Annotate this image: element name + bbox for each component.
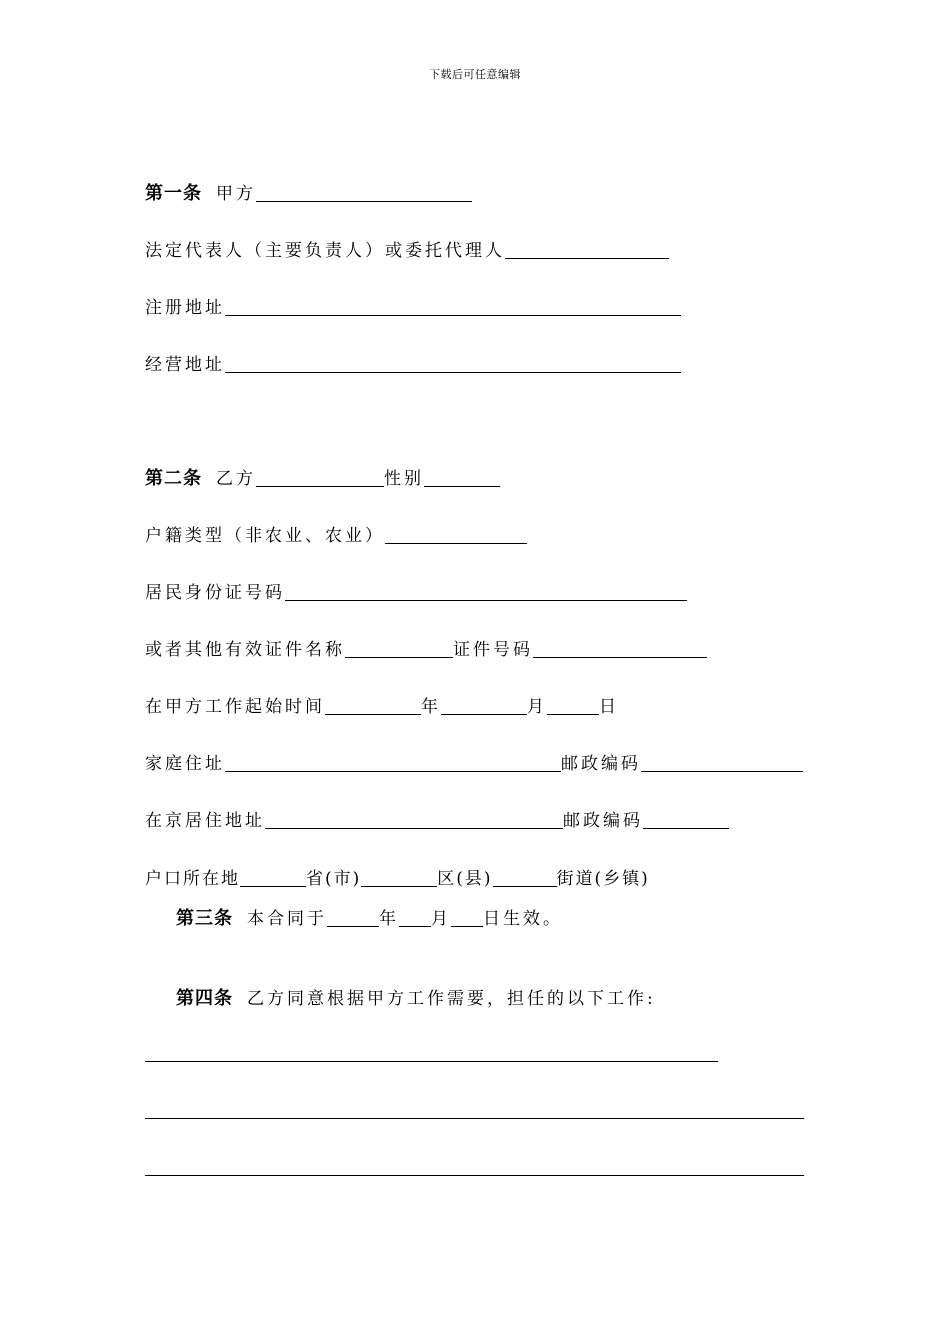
hukou-district-field[interactable] <box>361 868 437 887</box>
id-number-line <box>145 579 687 603</box>
legal-rep-label: 法定代表人（主要负责人）或委托代理人 <box>145 241 505 261</box>
effective-month-field[interactable] <box>399 908 431 927</box>
home-address-field[interactable] <box>225 753 561 772</box>
other-id-line <box>145 636 707 660</box>
cert-number-label: 证件号码 <box>453 640 533 660</box>
hukou-street-field[interactable] <box>493 868 557 887</box>
hukou-province-field[interactable] <box>240 868 306 887</box>
id-number-field[interactable] <box>285 582 687 601</box>
reg-address-line <box>145 294 681 318</box>
article3-line <box>176 905 563 929</box>
effective-year-field[interactable] <box>327 908 379 927</box>
reg-address-field[interactable] <box>225 297 681 316</box>
home-address-label: 家庭住址 <box>145 754 225 774</box>
article1-title: 第一条 <box>145 183 202 204</box>
other-id-name-field[interactable] <box>345 639 453 658</box>
work-description-line-3[interactable] <box>145 1175 804 1176</box>
effective-day-field[interactable] <box>451 908 483 927</box>
beijing-postcode-label: 邮政编码 <box>563 811 643 831</box>
beijing-postcode-field[interactable] <box>643 810 729 829</box>
article3-title: 第三条 <box>176 908 233 929</box>
household-type-field[interactable] <box>385 525 527 544</box>
article2-party-b-line <box>145 465 500 489</box>
effective-month-label: 月 <box>431 909 451 929</box>
gender-label: 性别 <box>384 469 424 489</box>
effective-text: 日生效。 <box>483 909 563 929</box>
op-address-line <box>145 351 681 375</box>
article4-title: 第四条 <box>176 988 233 1009</box>
article3-text-before: 本合同于 <box>247 909 327 929</box>
party-a-label: 甲方 <box>216 184 256 204</box>
start-day-label: 日 <box>599 697 619 717</box>
party-b-field[interactable] <box>256 468 384 487</box>
reg-address-label: 注册地址 <box>145 298 225 318</box>
page-header-note: 下载后可任意编辑 <box>429 68 521 81</box>
start-time-label: 在甲方工作起始时间 <box>145 697 325 717</box>
start-year-field[interactable] <box>325 696 421 715</box>
household-type-line <box>145 522 527 546</box>
start-time-line <box>145 693 619 717</box>
beijing-address-line <box>145 807 729 831</box>
start-month-field[interactable] <box>441 696 527 715</box>
hukou-line <box>145 865 650 889</box>
article4-line <box>176 985 656 1009</box>
home-address-line <box>145 750 803 774</box>
work-description-line-2[interactable] <box>145 1118 804 1119</box>
other-id-name-label: 或者其他有效证件名称 <box>145 640 345 660</box>
hukou-province-label: 省(市) <box>306 869 362 889</box>
hukou-label: 户口所在地 <box>145 869 240 889</box>
party-a-field[interactable] <box>256 183 472 202</box>
start-day-field[interactable] <box>547 696 599 715</box>
household-type-label: 户籍类型（非农业、农业） <box>145 526 385 546</box>
home-postcode-field[interactable] <box>641 753 803 772</box>
id-number-label: 居民身份证号码 <box>145 583 285 603</box>
article1-party-a-line <box>145 180 472 204</box>
op-address-field[interactable] <box>225 354 681 373</box>
article4-text: 乙方同意根据甲方工作需要，担任的以下工作: <box>247 989 656 1009</box>
beijing-address-label: 在京居住地址 <box>145 811 265 831</box>
work-description-line-1[interactable] <box>145 1061 718 1062</box>
gender-field[interactable] <box>424 468 500 487</box>
effective-year-label: 年 <box>379 909 399 929</box>
op-address-label: 经营地址 <box>145 355 225 375</box>
article2-title: 第二条 <box>145 468 202 489</box>
legal-rep-field[interactable] <box>505 240 669 259</box>
cert-number-field[interactable] <box>533 639 707 658</box>
home-postcode-label: 邮政编码 <box>561 754 641 774</box>
party-b-label: 乙方 <box>216 469 256 489</box>
start-year-label: 年 <box>421 697 441 717</box>
hukou-district-label: 区(县) <box>437 869 493 889</box>
beijing-address-field[interactable] <box>265 810 563 829</box>
legal-rep-line <box>145 237 669 261</box>
hukou-street-label: 街道(乡镇) <box>556 869 650 889</box>
start-month-label: 月 <box>527 697 547 717</box>
